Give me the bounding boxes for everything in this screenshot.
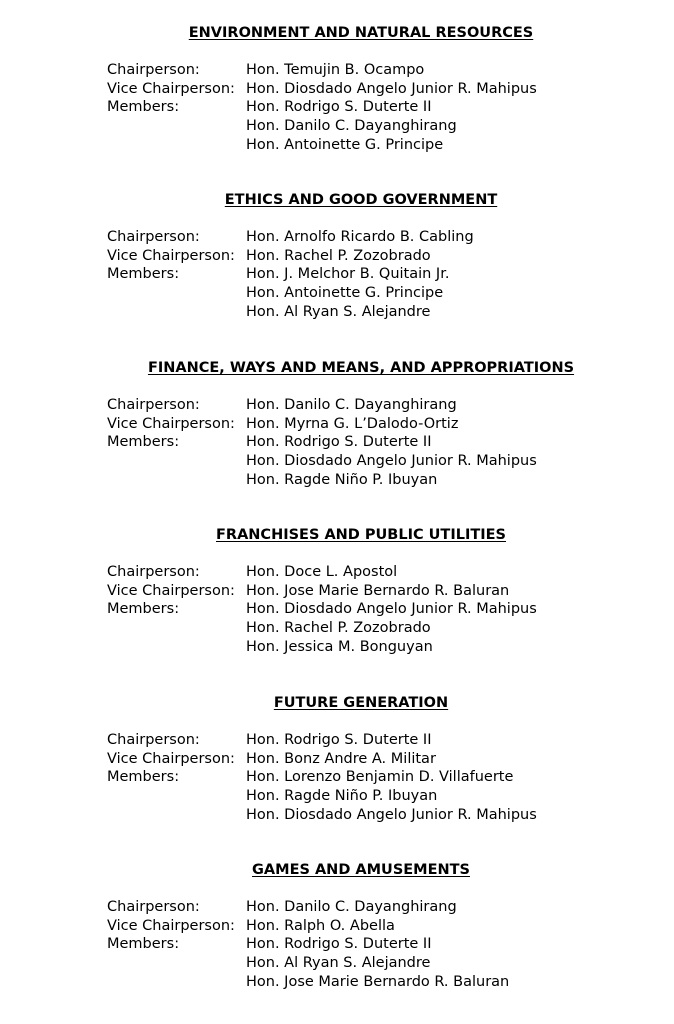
vice-chairperson-name: Hon. Myrna G. L’Dalodo-Ortiz: [246, 416, 459, 432]
committee-title: ENVIRONMENT AND NATURAL RESOURCES: [188, 25, 534, 41]
members-label: Members:: [107, 769, 180, 785]
committee-title: ETHICS AND GOOD GOVERNMENT: [224, 192, 498, 208]
chairperson-row: [0, 396, 674, 415]
committee-title: GAMES AND AMUSEMENTS: [252, 862, 470, 878]
member-row: [0, 787, 674, 806]
member-name: Hon. Al Ryan S. Alejandre: [246, 955, 431, 971]
members-label: Members:: [107, 434, 180, 450]
member-row: [0, 471, 674, 490]
member-row: [0, 806, 674, 825]
committee-title: FINANCE, WAYS AND MEANS, AND APPROPRIATIONS: [147, 360, 575, 376]
chairperson-name: Hon. Temujin B. Ocampo: [246, 62, 425, 78]
members-label: Members:: [107, 601, 180, 617]
member-name: Hon. Ragde Niño P. Ibuyan: [246, 472, 438, 488]
member-name: Hon. Diosdado Angelo Junior R. Mahipus: [246, 807, 537, 823]
member-name: Hon. Rodrigo S. Duterte II: [246, 434, 432, 450]
vice-chairperson-label: Vice Chairperson:: [107, 81, 235, 97]
vice-chairperson-row: [0, 750, 674, 769]
committee-title: FUTURE GENERATION: [273, 695, 449, 711]
chairperson-label: Chairperson:: [107, 732, 200, 748]
vice-chairperson-label: Vice Chairperson:: [107, 248, 235, 264]
member-row: [0, 619, 674, 638]
vice-chairperson-row: [0, 80, 674, 99]
vice-chairperson-row: [0, 415, 674, 434]
member-row: [0, 973, 674, 992]
member-name: Hon. Al Ryan S. Alejandre: [246, 304, 431, 320]
chairperson-row: [0, 228, 674, 247]
committee-title: FRANCHISES AND PUBLIC UTILITIES: [216, 527, 506, 543]
chairperson-label: Chairperson:: [107, 564, 200, 580]
member-name: Hon. Diosdado Angelo Junior R. Mahipus: [246, 601, 537, 617]
vice-chairperson-name: Hon. Jose Marie Bernardo R. Baluran: [246, 583, 510, 599]
vice-chairperson-label: Vice Chairperson:: [107, 751, 235, 767]
chairperson-label: Chairperson:: [107, 229, 200, 245]
member-name: Hon. Rodrigo S. Duterte II: [246, 936, 432, 952]
chairperson-name: Hon. Rodrigo S. Duterte II: [246, 732, 432, 748]
member-name: Hon. Rachel P. Zozobrado: [246, 620, 431, 636]
member-name: Hon. Lorenzo Benjamin D. Villafuerte: [246, 769, 514, 785]
member-name: Hon. J. Melchor B. Quitain Jr.: [246, 266, 450, 282]
member-name: Hon. Antoinette G. Principe: [246, 285, 444, 301]
chairperson-label: Chairperson:: [107, 62, 200, 78]
vice-chairperson-name: Hon. Ralph O. Abella: [246, 918, 395, 934]
vice-chairperson-label: Vice Chairperson:: [107, 918, 235, 934]
chairperson-row: [0, 898, 674, 917]
member-row: [0, 954, 674, 973]
members-row: [0, 265, 674, 284]
members-row: [0, 935, 674, 954]
member-name: Hon. Danilo C. Dayanghirang: [246, 118, 457, 134]
chairperson-label: Chairperson:: [107, 899, 200, 915]
members-row: [0, 768, 674, 787]
chairperson-name: Hon. Danilo C. Dayanghirang: [246, 899, 457, 915]
vice-chairperson-row: [0, 917, 674, 936]
chairperson-name: Hon. Danilo C. Dayanghirang: [246, 397, 457, 413]
member-row: [0, 452, 674, 471]
member-name: Hon. Jose Marie Bernardo R. Baluran: [246, 974, 510, 990]
chairperson-row: [0, 563, 674, 582]
chairperson-name: Hon. Arnolfo Ricardo B. Cabling: [246, 229, 474, 245]
member-name: Hon. Antoinette G. Principe: [246, 137, 444, 153]
member-name: Hon. Diosdado Angelo Junior R. Mahipus: [246, 453, 537, 469]
members-label: Members:: [107, 936, 180, 952]
vice-chairperson-name: Hon. Bonz Andre A. Militar: [246, 751, 436, 767]
chairperson-row: [0, 731, 674, 750]
member-name: Hon. Jessica M. Bonguyan: [246, 639, 433, 655]
member-row: [0, 284, 674, 303]
members-row: [0, 433, 674, 452]
members-row: [0, 600, 674, 619]
member-row: [0, 117, 674, 136]
vice-chairperson-label: Vice Chairperson:: [107, 416, 235, 432]
vice-chairperson-name: Hon. Rachel P. Zozobrado: [246, 248, 431, 264]
members-label: Members:: [107, 99, 180, 115]
vice-chairperson-label: Vice Chairperson:: [107, 583, 235, 599]
member-name: Hon. Rodrigo S. Duterte II: [246, 99, 432, 115]
chairperson-name: Hon. Doce L. Apostol: [246, 564, 398, 580]
member-row: [0, 638, 674, 657]
vice-chairperson-row: [0, 247, 674, 266]
member-name: Hon. Ragde Niño P. Ibuyan: [246, 788, 438, 804]
members-row: [0, 98, 674, 117]
members-label: Members:: [107, 266, 180, 282]
member-row: [0, 303, 674, 322]
member-row: [0, 136, 674, 155]
vice-chairperson-row: [0, 582, 674, 601]
chairperson-row: [0, 61, 674, 80]
vice-chairperson-name: Hon. Diosdado Angelo Junior R. Mahipus: [246, 81, 537, 97]
chairperson-label: Chairperson:: [107, 397, 200, 413]
